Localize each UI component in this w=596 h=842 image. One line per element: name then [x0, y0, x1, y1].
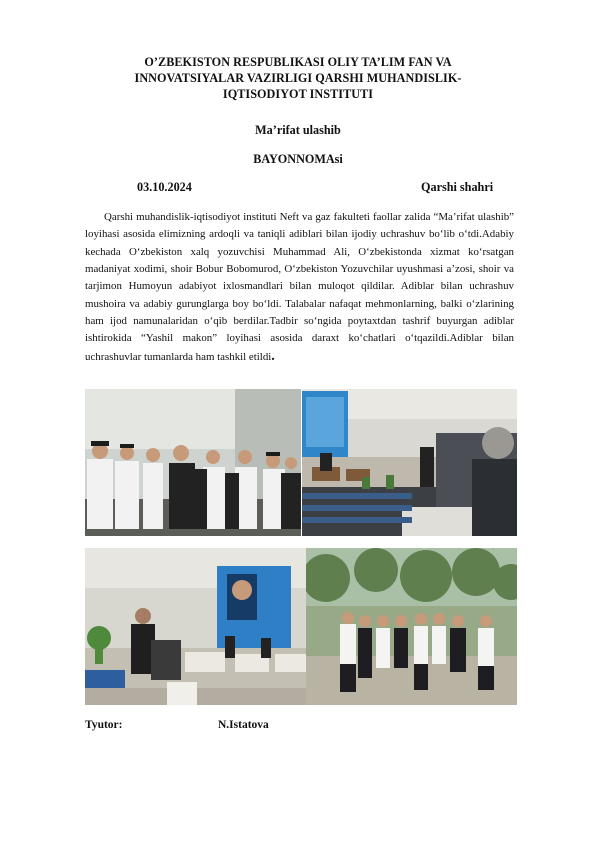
report-paragraph-text: Qarshi muhandislik-iqtisodiyot instituti Neft va gaz fakulteti faollar zalida “Ma’rifat ulashib” loyihasi asosida elimizning ardoqli va taniqli adiblari bilan ijodiy uchrashuv bo‘lib o‘tdi.Adabiy kechada O‘zbekiston xalq yozuvchisi Muhammad Ali, O‘zbekistonda xizmat ko‘rsatgan madaniyat xodimi, shoir Bobur Bobomurod, O‘zbekiston Yozuvchilar uyushmasi a’zosi, shoir va tarjimon Humoyun adabiyot ixlosmandlari bilan muloqot qildilar. Adiblar bilan uchrashuv mushoira va adabiy gurunglarga boy bo‘ldi. Talabalar nafaqat mehmonlarning, balki o‘zlarining ham ijod namunalaridan o‘qib berdilar.Tadbir so‘ngida poytaxtdan tashrif buyurgan adiblar ishtirokida “Yashil makon” loyihasi asosida daraxt ko‘chatlari o‘tqazildi.Adiblar bilan uchrashuvlar tumanlarda ham tashkil etildi [85, 211, 514, 363]
photo-hall-stage [302, 389, 517, 536]
report-paragraph [85, 209, 514, 366]
institution-header-line-1: O’ZBEKISTON RESPUBLIKASI OLIY TA’LIM FAN VA [144, 55, 452, 69]
photo-outdoor-tree-planting [306, 548, 517, 705]
institution-header-line-3: IQTISODIYOT INSTITUTI [222, 87, 374, 101]
photo-speaker-podium [85, 548, 306, 705]
institution-header-line-2: INNOVATSIYALAR VAZIRLIGI QARSHI MUHANDISLIK- [134, 71, 462, 85]
paragraph-end-mark: . [271, 348, 275, 364]
document-date: 03.10.2024 [137, 180, 192, 194]
document-city: Qarshi shahri [421, 180, 494, 194]
document-type: BAYONNOMAsi [253, 152, 343, 166]
photo-students-group [85, 389, 301, 536]
signature-name: N.Istatova [218, 719, 269, 731]
signature-label: Tyutor: [85, 719, 123, 731]
club-name: Ma’rifat ulashib [255, 123, 341, 137]
